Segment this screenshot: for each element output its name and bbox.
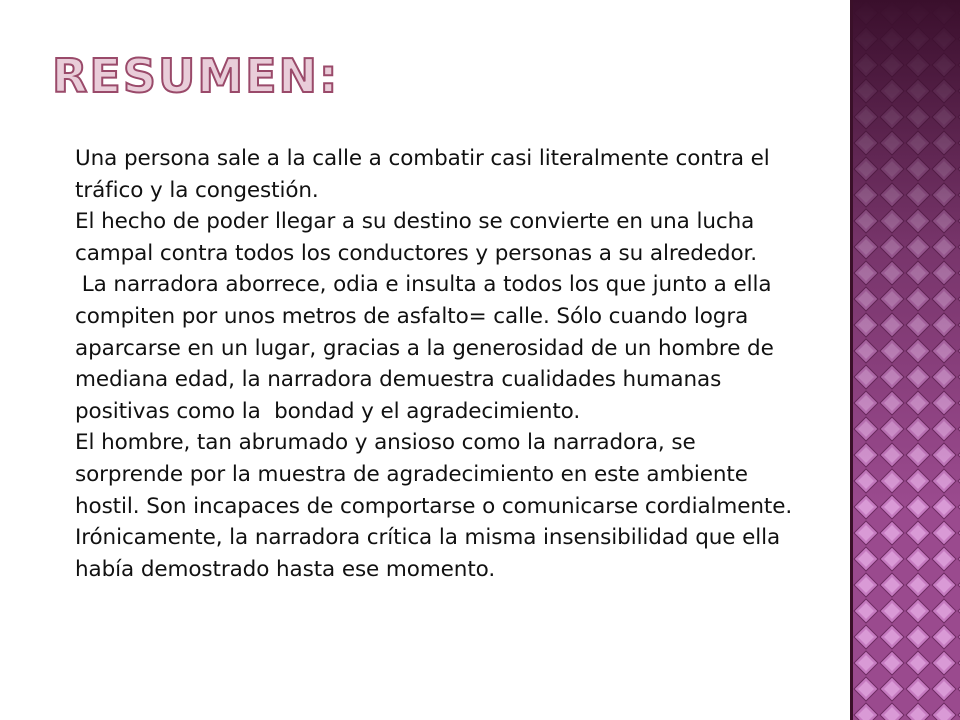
- paragraph-2: El hecho de poder llegar a su destino se convierte en una lucha campal contra todos los conductores y personas a su alrededor.: [75, 209, 757, 266]
- body-text: [75, 143, 795, 585]
- paragraph-4: El hombre, tan abrumado y ansioso como la narradora, se sorprende por la muestra de agradecimiento en este ambiente hostil. Son incapaces de comportarse o comunicarse cordialmente. Irónicamente, la narradora crítica la misma insensibilidad que ella había demostrado hasta ese momento.: [75, 430, 793, 582]
- paragraph-1: Una persona sale a la calle a combatir casi literalmente contra el tráfico y la congestión.: [75, 146, 770, 203]
- decorative-side-panel: [853, 0, 960, 720]
- paragraph-3: La narradora aborrece, odia e insulta a todos los que junto a ella compiten por unos metros de asfalto= calle. Sólo cuando logra aparcarse en un lugar, gracias a la generosidad de un hombre de mediana edad, la narradora demuestra cualidades humanas positivas como la bondad y el agradecimiento.: [75, 272, 781, 424]
- diamond-pattern-graphic: [853, 0, 960, 720]
- slide-title: RESUMEN:: [52, 49, 340, 103]
- slide-title-graphic: [50, 44, 370, 104]
- slide-title-wrap: [50, 44, 370, 104]
